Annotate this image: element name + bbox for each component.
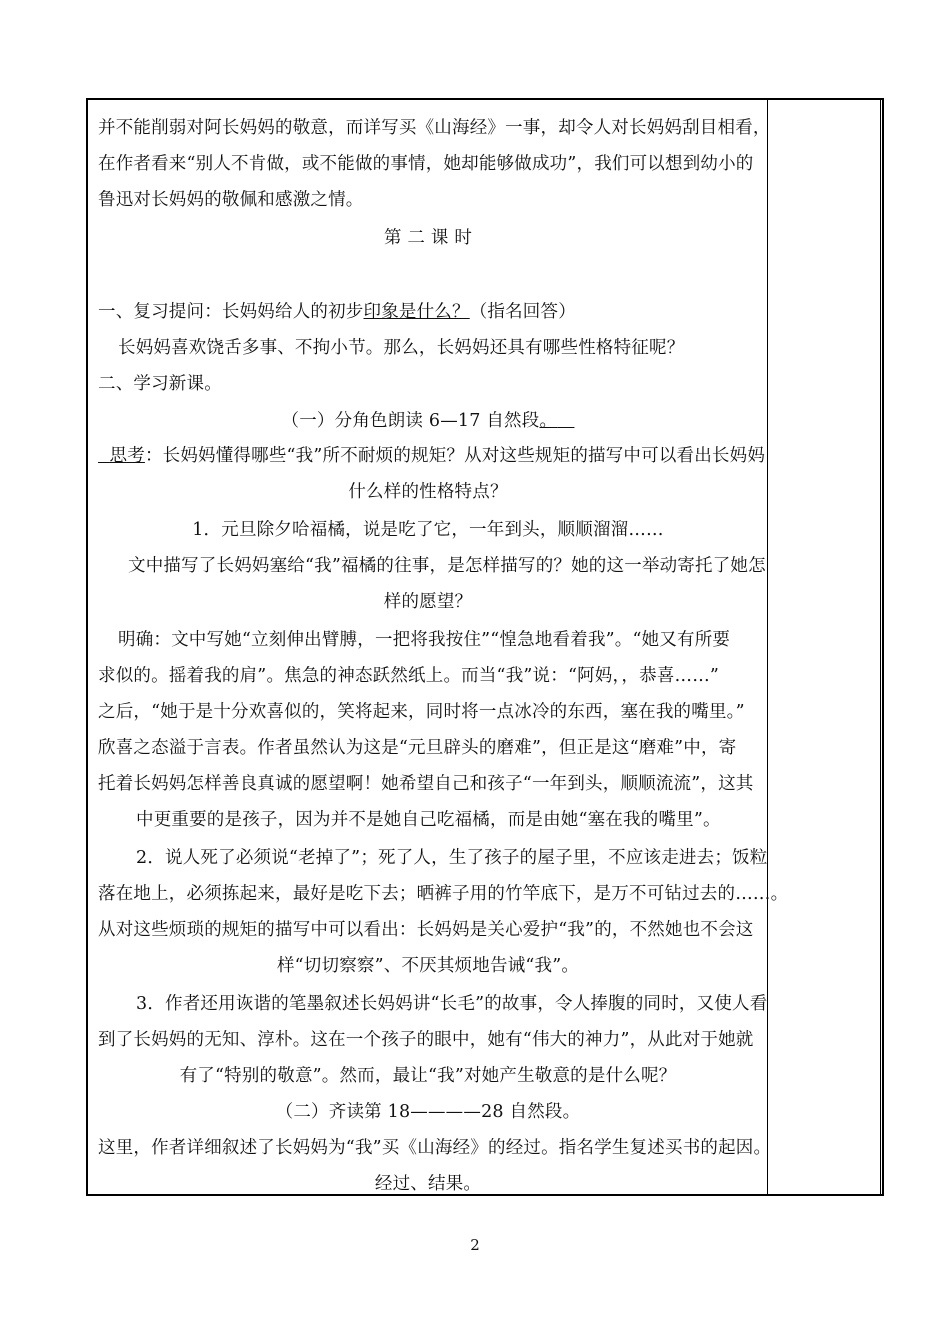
- text-line: 样的愿望？: [383, 592, 473, 612]
- text-line: 鲁迅对长妈妈的敬佩和感激之情。: [98, 190, 364, 210]
- text-line: 思考：长妈妈懂得哪些“我”所不耐烦的规矩？从对这些规矩的描写中可以看出长妈妈: [109, 446, 766, 466]
- subsection-title: （一）分角色朗读 6—17 自然段。: [281, 411, 558, 431]
- text-line: 文中描写了长妈妈塞给“我”福橘的往事，是怎样描写的？她的这一举动寄托了她怎: [128, 556, 766, 576]
- text-line: 明确：文中写她“立刻伸出臂膊，一把将我按住”“惶急地看着我”。“她又有所要: [118, 630, 731, 650]
- text-line: 从对这些烦琐的规矩的描写中可以看出：长妈妈是关心爱护“我”的，不然她也不会这: [98, 920, 754, 940]
- text-line: 托着长妈妈怎样善良真诚的愿望啊！她希望自己和孩子“一年到头，顺顺流流”，这其: [98, 774, 754, 794]
- text-line: 2．说人死了必须说“老掉了”；死了人，生了孩子的屋子里，不应该走进去；饭粒: [136, 848, 768, 868]
- text-line: 3．作者还用诙谐的笔墨叙述长妈妈讲“长毛”的故事，令人捧腹的同时，又使人看: [136, 994, 768, 1014]
- text-line: 之后，“她于是十分欢喜似的，笑将起来，同时将一点冰冷的东西，塞在我的嘴里。”: [98, 702, 745, 722]
- page-number: 2: [470, 1236, 480, 1254]
- text-line: 落在地上，必须拣起来，最好是吃下去；晒裤子用的竹竿底下，是万不可钻过去的……。: [98, 884, 789, 904]
- text-line: 中更重要的是孩子，因为并不是她自己吃福橘，而是由她“塞在我的嘴里”。: [136, 810, 721, 830]
- text-line: 这里，作者详细叙述了长妈妈为“我”买《山海经》的经过。指名学生复述买书的起因。: [98, 1138, 772, 1158]
- text-line: 到了长妈妈的无知、淳朴。这在一个孩子的眼中，她有“伟大的神力”，从此对于她就: [98, 1030, 754, 1050]
- text-line: 什么样的性格特点？: [348, 482, 508, 502]
- text-line: 并不能削弱对阿长妈妈的敬意，而详写买《山海经》一事，却令人对长妈妈刮目相看，: [98, 118, 771, 138]
- text-line: 1．元旦除夕哈福橘，说是吃了它，一年到头，顺顺溜溜……: [192, 520, 664, 540]
- text-line: 欣喜之态溢于言表。作者虽然认为这是“元旦辟头的磨难”，但正是这“磨难”中，寄: [98, 738, 737, 758]
- subsection-title: （二）齐读第 18————28 自然段。: [275, 1102, 581, 1122]
- text-line: 在作者看来“别人不肯做，或不能做的事情，她却能够做成功”，我们可以想到幼小的: [98, 154, 754, 174]
- text-line: 经过、结果。: [374, 1174, 482, 1194]
- text-line: 求似的。摇着我的肩”。焦急的神态跃然纸上。而当“我”说：“阿妈，，恭喜……”: [98, 666, 720, 686]
- section-title: 第 二 课 时: [383, 228, 473, 248]
- column-divider-right: [880, 98, 881, 1196]
- text-line: 长妈妈喜欢饶舌多事、不拘小节。那么，长妈妈还具有哪些性格特征呢？: [118, 338, 685, 358]
- text-line: 一、复习提问：长妈妈给人的初步印象是什么？（指名回答）: [98, 302, 576, 322]
- text-line: 二、学习新课。: [98, 374, 222, 394]
- text-line: 样“切切察察”、不厌其烦地告诫“我”。: [276, 956, 580, 976]
- text-line: 有了“特别的敬意”。然而，最让“我”对她产生敬意的是什么呢？: [179, 1066, 677, 1086]
